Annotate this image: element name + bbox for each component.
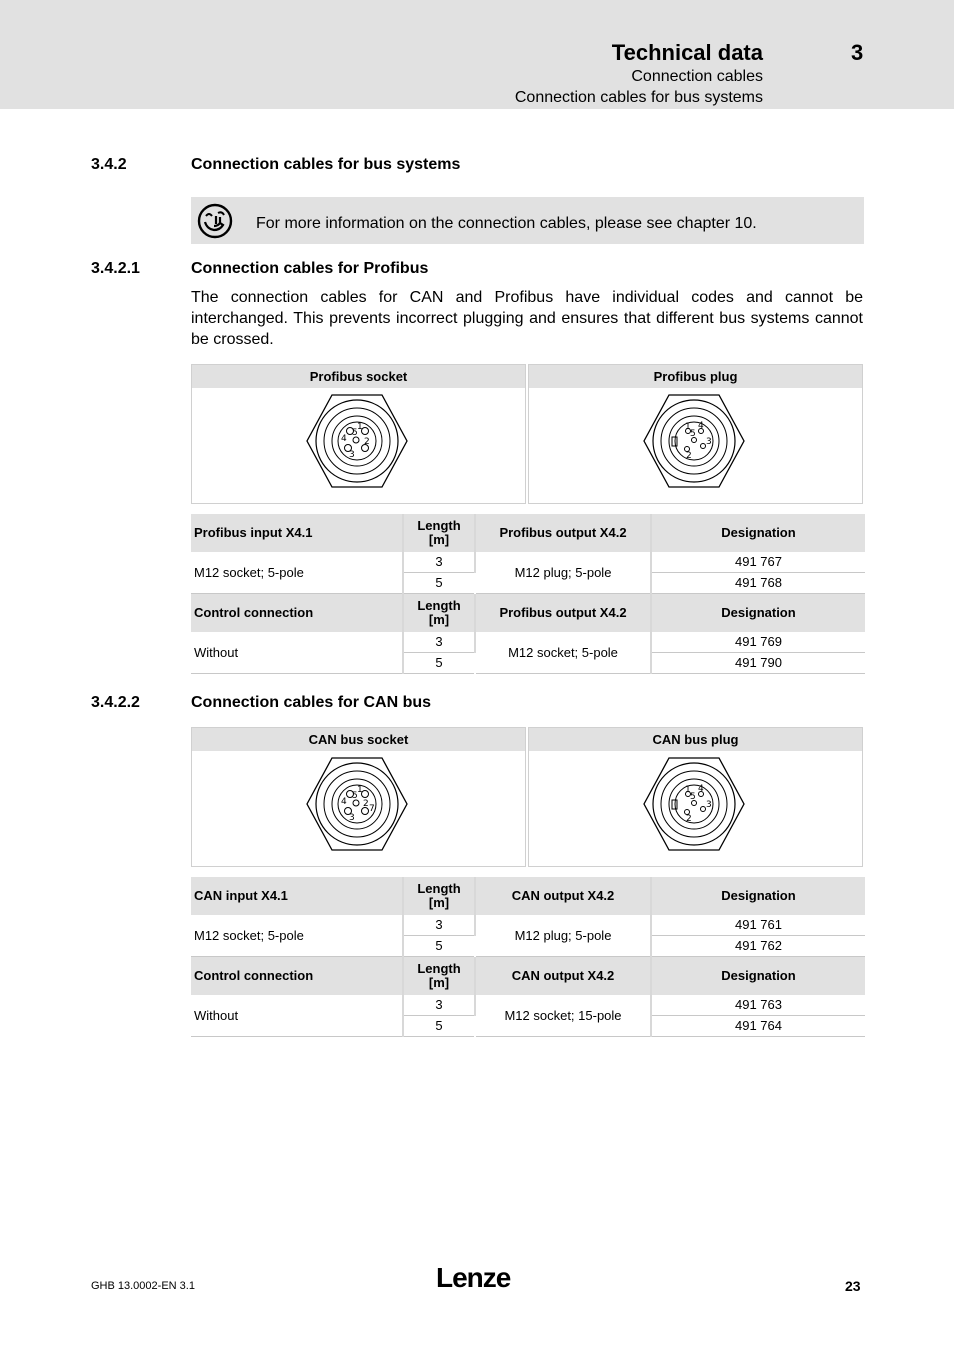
connector-figure-table (191, 364, 865, 505)
body-paragraph: The connection cables for CAN and Profibus have individual codes and cannot be interchanged. This prevents incorrect plugging and ensures that different bus systems cannot be crossed. (191, 289, 863, 348)
pin-label: 7 (369, 804, 375, 814)
col-header: CAN output X4.2 (475, 957, 651, 996)
info-hand-icon (196, 202, 234, 240)
col-header: Length [m] (403, 594, 475, 633)
length-cell: 3 (403, 632, 475, 653)
m12-socket-icon (304, 393, 410, 489)
col-header: Length [m] (403, 957, 475, 996)
header-subtitle: Connection cables (631, 68, 763, 85)
designation-cell: 491 790 (651, 653, 865, 674)
pin-label: 5 (352, 791, 358, 801)
col-header: CAN input X4.1 (191, 877, 403, 915)
input-cell: Without (191, 995, 403, 1037)
designation-cell: 491 761 (651, 915, 865, 936)
output-cell: M12 plug; 5-pole (475, 552, 651, 594)
chapter-number: 3 (851, 40, 864, 65)
length-cell: 3 (403, 915, 475, 936)
connector-cell (528, 364, 863, 504)
length-cell: 5 (403, 573, 475, 594)
col-header: Control connection (191, 957, 403, 996)
col-header: CAN output X4.2 (475, 877, 651, 915)
pin-label: 3 (706, 437, 712, 447)
input-cell: M12 socket; 5-pole (191, 915, 403, 957)
table-header-row (191, 957, 865, 996)
table-header-row (191, 877, 865, 915)
length-cell: 5 (403, 1016, 475, 1037)
table-row (191, 552, 865, 573)
col-header: Designation (651, 514, 865, 552)
table-row (191, 915, 865, 936)
col-header: Profibus output X4.2 (475, 594, 651, 633)
pin-label: 5 (690, 792, 696, 802)
table-header-row (191, 594, 865, 633)
m12-socket-icon (304, 756, 410, 852)
col-header: Length [m] (403, 877, 475, 915)
pin-label: 3 (706, 800, 712, 810)
header-title: Technical data (611, 40, 763, 65)
pin-label: 5 (352, 428, 358, 438)
col-header: Length [m] (403, 514, 475, 552)
col-header: Designation (651, 594, 865, 633)
length-cell: 3 (403, 552, 475, 573)
pin-label: 3 (349, 450, 355, 460)
table-header-row (191, 514, 865, 552)
pin-label: 4 (698, 784, 704, 794)
input-cell: M12 socket; 5-pole (191, 552, 403, 594)
m12-plug-icon (641, 393, 747, 489)
connector-cell (528, 727, 863, 867)
section-title: Connection cables for CAN bus (191, 694, 432, 711)
col-header: Control connection (191, 594, 403, 633)
connector-cell (191, 727, 526, 867)
output-cell: M12 socket; 15-pole (475, 995, 651, 1037)
m12-plug-icon (641, 756, 747, 852)
designation-cell: 491 764 (651, 1016, 865, 1037)
page-number: 23 (845, 1278, 861, 1294)
pin-label: 2 (364, 437, 370, 447)
header-subtitle: Connection cables for bus systems (514, 89, 763, 106)
pin-label: 2 (686, 451, 692, 461)
table-row (191, 995, 865, 1016)
length-cell: 5 (403, 653, 475, 674)
connector-caption: CAN bus plug (529, 728, 862, 751)
pin-label: 1 (685, 785, 691, 795)
output-cell: M12 socket; 5-pole (475, 632, 651, 674)
section-number: 3.4.2 (91, 156, 127, 173)
output-cell: M12 plug; 5-pole (475, 915, 651, 957)
connector-caption: Profibus socket (192, 365, 525, 388)
col-header: Designation (651, 877, 865, 915)
col-header: Profibus input X4.1 (191, 514, 403, 552)
designation-cell: 491 763 (651, 995, 865, 1016)
note-box (191, 197, 864, 244)
designation-cell: 491 767 (651, 552, 865, 573)
note-text: For more information on the connection cables, please see chapter 10. (256, 215, 757, 232)
can-cable-table (191, 877, 865, 1037)
section-number: 3.4.2.2 (91, 694, 140, 711)
designation-cell: 491 768 (651, 573, 865, 594)
pin-label: 4 (698, 421, 704, 431)
col-header: Designation (651, 957, 865, 996)
pin-label: 1 (357, 785, 363, 795)
lenze-logo: Lenze (436, 1262, 511, 1293)
pin-label: 2 (363, 799, 369, 809)
document-id: GHB 13.0002-EN 3.1 (91, 1280, 195, 1292)
pin-label: 4 (341, 797, 347, 807)
connector-figure-table (191, 727, 865, 868)
col-header: Profibus output X4.2 (475, 514, 651, 552)
input-cell: Without (191, 632, 403, 674)
table-row (191, 632, 865, 653)
connector-caption: Profibus plug (529, 365, 862, 388)
pin-label: 2 (686, 814, 692, 824)
length-cell: 3 (403, 995, 475, 1016)
designation-cell: 491 769 (651, 632, 865, 653)
pin-label: 1 (357, 422, 363, 432)
pin-label: 1 (685, 422, 691, 432)
section-title: Connection cables for Profibus (191, 260, 429, 277)
connector-cell (191, 364, 526, 504)
profibus-cable-table (191, 514, 865, 674)
pin-label: 3 (349, 813, 355, 823)
length-cell: 5 (403, 936, 475, 957)
pin-label: 5 (690, 429, 696, 439)
section-number: 3.4.2.1 (91, 260, 140, 277)
page-header (0, 0, 954, 109)
connector-caption: CAN bus socket (192, 728, 525, 751)
pin-label: 4 (341, 434, 347, 444)
designation-cell: 491 762 (651, 936, 865, 957)
section-title: Connection cables for bus systems (191, 156, 461, 173)
